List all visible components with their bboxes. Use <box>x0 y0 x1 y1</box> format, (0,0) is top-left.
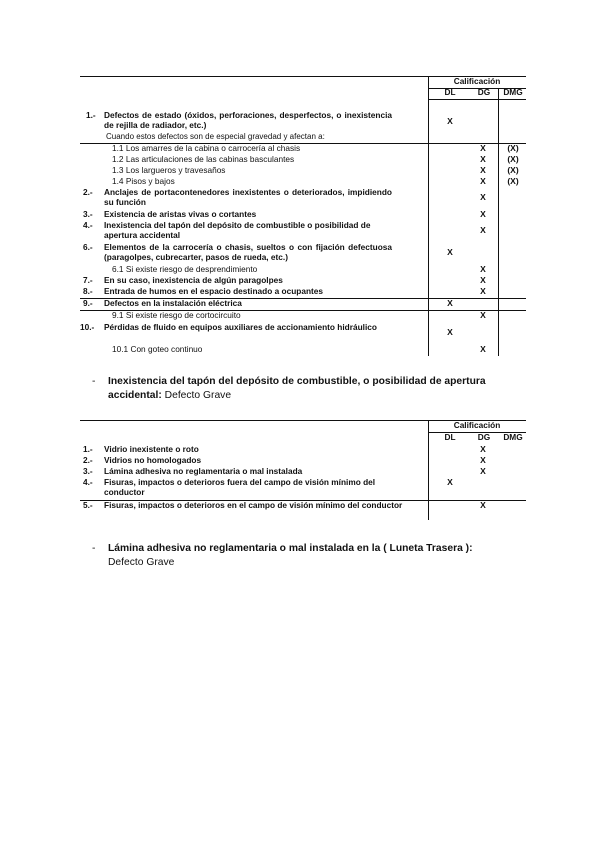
mark-dl: X <box>447 247 453 257</box>
mark-dmg: (X) <box>507 154 519 164</box>
mark-dg: X <box>480 466 486 476</box>
note-text <box>108 542 528 570</box>
mark-dg: X <box>480 444 486 454</box>
mark-dg: X <box>480 310 486 320</box>
row-text: Elementos de la carrocería o chasis, sueltos o con fijación defectuosa (paragolpes, cubrecarter, pasos de rueda, etc.) <box>104 242 392 262</box>
row-number: 10.- <box>80 322 95 332</box>
row-text: Defectos en la instalación eléctrica <box>104 298 242 308</box>
row-text: 10.1 Con goteo continuo <box>112 344 203 354</box>
row-text: 1.4 Pisos y bajos <box>112 176 175 186</box>
header-calificacion: Calificación <box>453 420 501 430</box>
mark-dg: X <box>480 286 486 296</box>
header-dg: DG <box>477 432 491 442</box>
header-dmg: DMG <box>503 432 523 442</box>
mark-dg: X <box>480 192 486 202</box>
row-text: Pérdidas de fluido en equipos auxiliares de accionamiento hidráulico <box>104 322 377 332</box>
header-dmg: DMG <box>503 87 523 97</box>
row-number: 2.- <box>83 455 93 465</box>
mark-dg: X <box>480 225 486 235</box>
note-bold: Inexistencia del tapón del depósito de combustible, o posibilidad de apertura accidental: <box>108 376 486 401</box>
row-number: 4.- <box>83 477 93 487</box>
bullet-dash: - <box>92 376 96 387</box>
row-number: 9.- <box>83 298 93 308</box>
row-text: 6.1 Si existe riesgo de desprendimiento <box>112 264 258 274</box>
row-number: 6.- <box>83 242 93 252</box>
note-bold: Lámina adhesiva no reglamentaria o mal instalada en la ( Luneta Trasera ): <box>108 543 473 554</box>
bullet-dash: - <box>92 543 96 554</box>
row-text: Lámina adhesiva no reglamentaria o mal instalada <box>104 466 303 476</box>
row-text: 9.1 Si existe riesgo de cortocircuito <box>112 310 241 320</box>
mark-dg: X <box>480 500 486 510</box>
mark-dg: X <box>480 455 486 465</box>
row-text: Fisuras, impactos o deterioros en el campo de visión mínimo del conductor <box>104 500 403 510</box>
row-text: 1.2 Las articulaciones de las cabinas basculantes <box>112 154 295 164</box>
row-text: Inexistencia del tapón del depósito de combustible o posibilidad de apertura accidental <box>104 220 371 240</box>
row-number: 8.- <box>83 286 93 296</box>
mark-dg: X <box>480 344 486 354</box>
mark-dg: X <box>480 275 486 285</box>
row-text: Defectos de estado (óxidos, perforaciones, desperfectos, o inexistencia de rejilla de radiador, etc.) <box>104 110 392 130</box>
mark-dg: X <box>480 209 486 219</box>
note-normal: Defecto Grave <box>161 389 232 401</box>
mark-dg: X <box>480 143 486 153</box>
defects-table-1 <box>80 76 526 358</box>
mark-dmg: (X) <box>507 165 519 175</box>
header-dg: DG <box>477 87 491 97</box>
note-text <box>108 375 528 403</box>
row-text: Cuando estos defectos son de especial gravedad y afectan a: <box>106 132 325 141</box>
row-number: 4.- <box>83 220 93 230</box>
note-normal: Defecto Grave <box>108 556 175 568</box>
row-text: Vidrios no homologados <box>104 455 202 465</box>
mark-dmg: (X) <box>507 176 519 186</box>
row-number: 2.- <box>83 187 93 197</box>
mark-dl: X <box>447 327 453 337</box>
header-dl: DL <box>444 432 456 442</box>
row-number: 7.- <box>83 275 93 285</box>
mark-dl: X <box>447 116 453 126</box>
row-text: Existencia de aristas vivas o cortantes <box>104 209 257 219</box>
mark-dg: X <box>480 165 486 175</box>
mark-dg: X <box>480 176 486 186</box>
row-text: En su caso, inexistencia de algún paragolpes <box>104 275 283 285</box>
row-text: 1.1 Los amarres de la cabina o carrocería al chasis <box>112 143 301 153</box>
row-text: Vidrio inexistente o roto <box>104 444 199 454</box>
row-text: Fisuras, impactos o deterioros fuera del campo de visión mínimo del conductor <box>104 477 376 497</box>
row-text: Entrada de humos en el espacio destinado a ocupantes <box>104 286 324 296</box>
row-number: 3.- <box>83 209 93 219</box>
row-text: Anclajes de portacontenedores inexistentes o deteriorados, impidiendo su función <box>104 187 392 207</box>
mark-dl: X <box>447 298 453 308</box>
header-dl: DL <box>444 87 456 97</box>
mark-dl: X <box>447 477 453 487</box>
header-calificacion: Calificación <box>453 76 501 86</box>
row-text: 1.3 Los largueros y travesaños <box>112 165 226 175</box>
defects-table-2 <box>80 420 526 522</box>
mark-dg: X <box>480 154 486 164</box>
row-number: 5.- <box>83 500 93 510</box>
mark-dg: X <box>480 264 486 274</box>
row-number: 1.- <box>86 110 96 120</box>
row-number: 3.- <box>83 466 93 476</box>
mark-dmg: (X) <box>507 143 519 153</box>
row-number: 1.- <box>83 444 93 454</box>
